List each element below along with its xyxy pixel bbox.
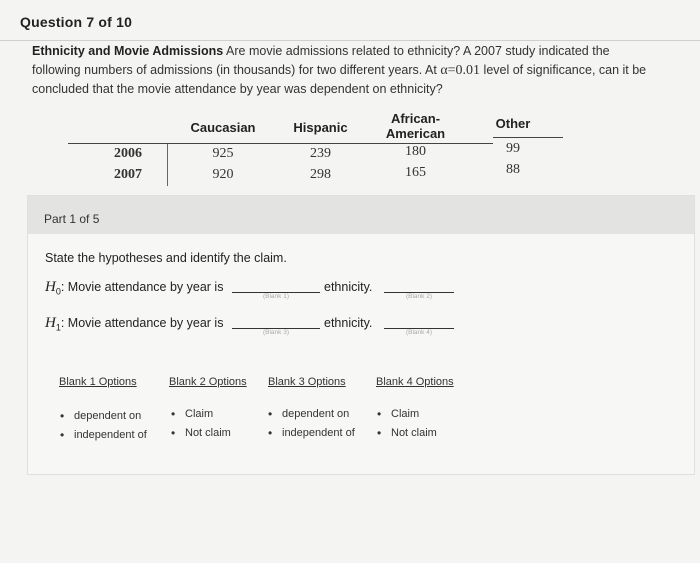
col-header-other: Other bbox=[495, 116, 531, 131]
blank-3-option-independent-of[interactable]: • independent of bbox=[282, 427, 355, 439]
h0-symbol: H bbox=[45, 279, 56, 295]
blank-1-option-independent-of[interactable]: • independent of bbox=[74, 429, 147, 441]
h0-text: : Movie attendance by year is bbox=[60, 280, 224, 294]
blank-4-input[interactable] bbox=[384, 316, 454, 329]
header-divider bbox=[0, 40, 700, 41]
blank-1-options-title: Blank 1 Options bbox=[59, 376, 137, 388]
table-row-label-divider bbox=[167, 144, 168, 186]
col-header-african: African- bbox=[390, 111, 441, 126]
part-panel-header bbox=[28, 196, 694, 234]
cell-2007-other: 88 bbox=[506, 162, 520, 177]
blank-3-tag: (Blank 3) bbox=[262, 329, 289, 336]
blank-4-tag: (Blank 4) bbox=[405, 329, 432, 336]
col-header-caucasian: Caucasian bbox=[190, 120, 256, 135]
blank-3-input[interactable] bbox=[232, 316, 320, 329]
alpha-symbol: α bbox=[440, 63, 448, 78]
blank-2-input[interactable] bbox=[384, 280, 454, 293]
h1-symbol: H bbox=[45, 315, 56, 331]
h1-ethnicity: ethnicity. bbox=[324, 316, 373, 330]
question-header: Question 7 of 10 bbox=[20, 14, 133, 30]
problem-text-3: level of significance, can it be bbox=[483, 63, 647, 77]
h1-subscript: 1 bbox=[55, 322, 61, 333]
h0-ethnicity: ethnicity. bbox=[324, 280, 373, 294]
cell-2007-hispanic: 298 bbox=[310, 167, 331, 182]
problem-statement bbox=[32, 42, 687, 99]
cell-2007-caucasian: 920 bbox=[212, 167, 234, 182]
col-header-african-american bbox=[368, 111, 463, 141]
problem-text-2: following numbers of admissions (in thousands) for two different years. At bbox=[32, 63, 437, 77]
h0-subscript: 0 bbox=[55, 286, 61, 297]
problem-text-4: concluded that the movie attendance by year was dependent on ethnicity? bbox=[32, 82, 443, 96]
blank-3-option-dependent-on[interactable]: • dependent on bbox=[282, 408, 349, 420]
null-hypothesis bbox=[45, 279, 223, 297]
cell-2006-african-american: 180 bbox=[405, 144, 426, 159]
blank-4-options-title: Blank 4 Options bbox=[376, 376, 454, 388]
cell-2006-other: 99 bbox=[506, 141, 520, 156]
problem-title: Ethnicity and Movie Admissions bbox=[32, 44, 224, 58]
blank-1-input[interactable] bbox=[232, 280, 320, 293]
blank-4-option-claim[interactable]: • Claim bbox=[391, 408, 419, 420]
admissions-table bbox=[68, 108, 568, 188]
cell-2007-african-american: 165 bbox=[405, 165, 426, 180]
part-label: Part 1 of 5 bbox=[44, 212, 100, 226]
blank-1-option-dependent-on[interactable]: • dependent on bbox=[74, 410, 141, 422]
problem-text-1: Are movie admissions related to ethnicity? A 2007 study indicated the bbox=[226, 44, 610, 58]
instructions: State the hypotheses and identify the claim. bbox=[45, 251, 287, 265]
col-header-hispanic: Hispanic bbox=[293, 120, 348, 135]
blank-2-option-claim[interactable]: • Claim bbox=[185, 408, 213, 420]
row-label-2006: 2006 bbox=[114, 146, 142, 161]
cell-2006-hispanic: 239 bbox=[310, 146, 331, 161]
table-header-line-other bbox=[493, 137, 563, 138]
row-label-2007: 2007 bbox=[114, 167, 142, 182]
h1-text: : Movie attendance by year is bbox=[60, 316, 224, 330]
part-panel bbox=[27, 195, 695, 475]
blank-3-options-title: Blank 3 Options bbox=[268, 376, 346, 388]
blank-1-tag: (Blank 1) bbox=[262, 293, 289, 300]
blank-4-option-not-claim[interactable]: • Not claim bbox=[391, 427, 437, 439]
col-header-american: American bbox=[385, 126, 446, 141]
blank-2-options-title: Blank 2 Options bbox=[169, 376, 247, 388]
alpha-value: =0.01 bbox=[447, 63, 481, 78]
blank-2-option-not-claim[interactable]: • Not claim bbox=[185, 427, 231, 439]
cell-2006-caucasian: 925 bbox=[212, 146, 234, 161]
blank-2-tag: (Blank 2) bbox=[405, 293, 432, 300]
alt-hypothesis bbox=[45, 315, 223, 333]
